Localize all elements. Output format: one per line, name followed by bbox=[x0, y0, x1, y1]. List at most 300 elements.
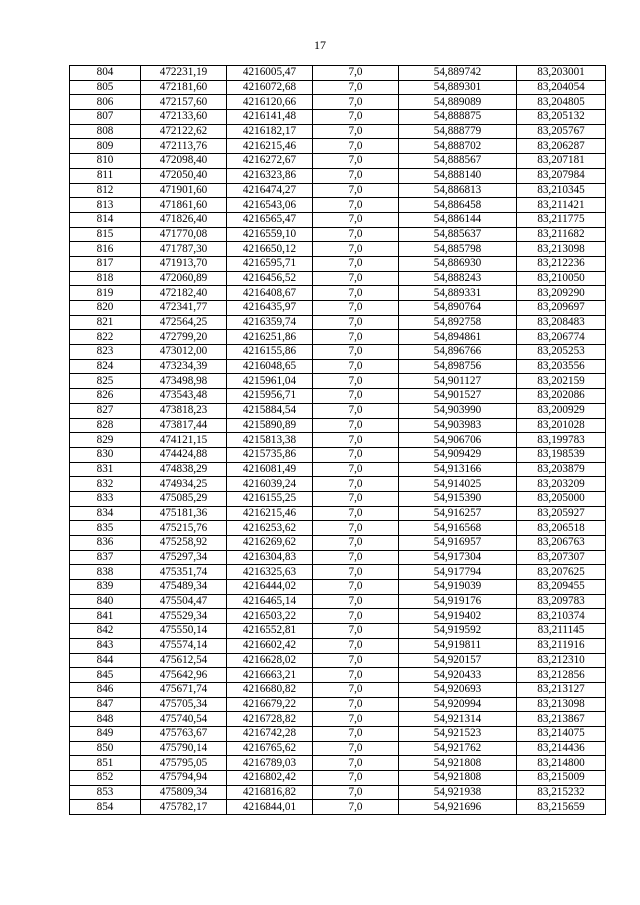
longitude-cell: 83,213098 bbox=[517, 697, 606, 712]
table-row bbox=[70, 330, 606, 345]
value-cell: 7,0 bbox=[313, 785, 399, 800]
point-number-cell: 814 bbox=[70, 212, 141, 227]
table-row bbox=[70, 95, 606, 110]
value-cell: 7,0 bbox=[313, 609, 399, 624]
x-coordinate-cell: 474121,15 bbox=[141, 433, 227, 448]
x-coordinate-cell: 472113,76 bbox=[141, 139, 227, 154]
longitude-cell: 83,212856 bbox=[517, 668, 606, 683]
value-cell: 7,0 bbox=[313, 95, 399, 110]
table-row bbox=[70, 345, 606, 360]
y-coordinate-cell: 4216408,67 bbox=[227, 286, 313, 301]
value-cell: 7,0 bbox=[313, 403, 399, 418]
point-number-cell: 819 bbox=[70, 286, 141, 301]
table-row bbox=[70, 168, 606, 183]
y-coordinate-cell: 4215813,38 bbox=[227, 433, 313, 448]
latitude-cell: 54,914025 bbox=[399, 477, 517, 492]
value-cell: 7,0 bbox=[313, 668, 399, 683]
table-row bbox=[70, 800, 606, 815]
point-number-cell: 841 bbox=[70, 609, 141, 624]
longitude-cell: 83,205132 bbox=[517, 110, 606, 125]
longitude-cell: 83,204054 bbox=[517, 80, 606, 95]
latitude-cell: 54,898756 bbox=[399, 359, 517, 374]
longitude-cell: 83,207307 bbox=[517, 550, 606, 565]
latitude-cell: 54,919811 bbox=[399, 638, 517, 653]
point-number-cell: 829 bbox=[70, 433, 141, 448]
value-cell: 7,0 bbox=[313, 477, 399, 492]
longitude-cell: 83,203879 bbox=[517, 462, 606, 477]
point-number-cell: 825 bbox=[70, 374, 141, 389]
point-number-cell: 836 bbox=[70, 536, 141, 551]
table-row bbox=[70, 301, 606, 316]
table-row bbox=[70, 227, 606, 242]
value-cell: 7,0 bbox=[313, 462, 399, 477]
longitude-cell: 83,203556 bbox=[517, 359, 606, 374]
value-cell: 7,0 bbox=[313, 227, 399, 242]
x-coordinate-cell: 472157,60 bbox=[141, 95, 227, 110]
x-coordinate-cell: 475809,34 bbox=[141, 785, 227, 800]
point-number-cell: 849 bbox=[70, 726, 141, 741]
latitude-cell: 54,920433 bbox=[399, 668, 517, 683]
table-row bbox=[70, 242, 606, 257]
latitude-cell: 54,886144 bbox=[399, 212, 517, 227]
value-cell: 7,0 bbox=[313, 110, 399, 125]
latitude-cell: 54,919402 bbox=[399, 609, 517, 624]
value-cell: 7,0 bbox=[313, 447, 399, 462]
x-coordinate-cell: 475671,74 bbox=[141, 682, 227, 697]
longitude-cell: 83,209455 bbox=[517, 580, 606, 595]
y-coordinate-cell: 4216789,03 bbox=[227, 756, 313, 771]
coordinates-table-body bbox=[70, 66, 606, 815]
longitude-cell: 83,199783 bbox=[517, 433, 606, 448]
point-number-cell: 827 bbox=[70, 403, 141, 418]
y-coordinate-cell: 4216215,46 bbox=[227, 139, 313, 154]
point-number-cell: 844 bbox=[70, 653, 141, 668]
point-number-cell: 809 bbox=[70, 139, 141, 154]
longitude-cell: 83,215232 bbox=[517, 785, 606, 800]
x-coordinate-cell: 475258,92 bbox=[141, 536, 227, 551]
x-coordinate-cell: 472050,40 bbox=[141, 168, 227, 183]
longitude-cell: 83,209697 bbox=[517, 301, 606, 316]
table-row bbox=[70, 638, 606, 653]
value-cell: 7,0 bbox=[313, 66, 399, 81]
longitude-cell: 83,208483 bbox=[517, 315, 606, 330]
longitude-cell: 83,211421 bbox=[517, 198, 606, 213]
value-cell: 7,0 bbox=[313, 359, 399, 374]
latitude-cell: 54,919039 bbox=[399, 580, 517, 595]
longitude-cell: 83,211682 bbox=[517, 227, 606, 242]
longitude-cell: 83,200929 bbox=[517, 403, 606, 418]
x-coordinate-cell: 472133,60 bbox=[141, 110, 227, 125]
y-coordinate-cell: 4216435,97 bbox=[227, 301, 313, 316]
x-coordinate-cell: 471913,70 bbox=[141, 256, 227, 271]
x-coordinate-cell: 472122,62 bbox=[141, 124, 227, 139]
latitude-cell: 54,920693 bbox=[399, 682, 517, 697]
x-coordinate-cell: 475782,17 bbox=[141, 800, 227, 815]
table-row bbox=[70, 447, 606, 462]
latitude-cell: 54,921808 bbox=[399, 756, 517, 771]
latitude-cell: 54,888567 bbox=[399, 154, 517, 169]
y-coordinate-cell: 4216628,02 bbox=[227, 653, 313, 668]
latitude-cell: 54,921696 bbox=[399, 800, 517, 815]
longitude-cell: 83,213867 bbox=[517, 712, 606, 727]
latitude-cell: 54,903983 bbox=[399, 418, 517, 433]
latitude-cell: 54,886458 bbox=[399, 198, 517, 213]
point-number-cell: 838 bbox=[70, 565, 141, 580]
value-cell: 7,0 bbox=[313, 212, 399, 227]
value-cell: 7,0 bbox=[313, 550, 399, 565]
latitude-cell: 54,885798 bbox=[399, 242, 517, 257]
latitude-cell: 54,892758 bbox=[399, 315, 517, 330]
point-number-cell: 820 bbox=[70, 301, 141, 316]
latitude-cell: 54,919592 bbox=[399, 624, 517, 639]
x-coordinate-cell: 475574,14 bbox=[141, 638, 227, 653]
point-number-cell: 847 bbox=[70, 697, 141, 712]
latitude-cell: 54,920157 bbox=[399, 653, 517, 668]
longitude-cell: 83,209290 bbox=[517, 286, 606, 301]
x-coordinate-cell: 472564,25 bbox=[141, 315, 227, 330]
y-coordinate-cell: 4216552,81 bbox=[227, 624, 313, 639]
value-cell: 7,0 bbox=[313, 506, 399, 521]
point-number-cell: 816 bbox=[70, 242, 141, 257]
point-number-cell: 830 bbox=[70, 447, 141, 462]
longitude-cell: 83,207181 bbox=[517, 154, 606, 169]
value-cell: 7,0 bbox=[313, 345, 399, 360]
value-cell: 7,0 bbox=[313, 682, 399, 697]
x-coordinate-cell: 475351,74 bbox=[141, 565, 227, 580]
latitude-cell: 54,921938 bbox=[399, 785, 517, 800]
y-coordinate-cell: 4216272,67 bbox=[227, 154, 313, 169]
y-coordinate-cell: 4216120,66 bbox=[227, 95, 313, 110]
x-coordinate-cell: 475763,67 bbox=[141, 726, 227, 741]
value-cell: 7,0 bbox=[313, 712, 399, 727]
x-coordinate-cell: 475504,47 bbox=[141, 594, 227, 609]
latitude-cell: 54,886813 bbox=[399, 183, 517, 198]
y-coordinate-cell: 4216742,28 bbox=[227, 726, 313, 741]
x-coordinate-cell: 475215,76 bbox=[141, 521, 227, 536]
x-coordinate-cell: 475529,34 bbox=[141, 609, 227, 624]
point-number-cell: 839 bbox=[70, 580, 141, 595]
y-coordinate-cell: 4216816,82 bbox=[227, 785, 313, 800]
value-cell: 7,0 bbox=[313, 697, 399, 712]
value-cell: 7,0 bbox=[313, 491, 399, 506]
table-row bbox=[70, 256, 606, 271]
point-number-cell: 851 bbox=[70, 756, 141, 771]
latitude-cell: 54,896766 bbox=[399, 345, 517, 360]
table-row bbox=[70, 433, 606, 448]
y-coordinate-cell: 4216141,48 bbox=[227, 110, 313, 125]
latitude-cell: 54,886930 bbox=[399, 256, 517, 271]
longitude-cell: 83,204805 bbox=[517, 95, 606, 110]
table-row bbox=[70, 389, 606, 404]
value-cell: 7,0 bbox=[313, 521, 399, 536]
longitude-cell: 83,211775 bbox=[517, 212, 606, 227]
longitude-cell: 83,206518 bbox=[517, 521, 606, 536]
value-cell: 7,0 bbox=[313, 771, 399, 786]
table-row bbox=[70, 80, 606, 95]
value-cell: 7,0 bbox=[313, 800, 399, 815]
point-number-cell: 834 bbox=[70, 506, 141, 521]
y-coordinate-cell: 4216323,86 bbox=[227, 168, 313, 183]
point-number-cell: 813 bbox=[70, 198, 141, 213]
x-coordinate-cell: 472098,40 bbox=[141, 154, 227, 169]
table-row bbox=[70, 315, 606, 330]
x-coordinate-cell: 474838,29 bbox=[141, 462, 227, 477]
latitude-cell: 54,888779 bbox=[399, 124, 517, 139]
table-row bbox=[70, 668, 606, 683]
table-row bbox=[70, 66, 606, 81]
latitude-cell: 54,889301 bbox=[399, 80, 517, 95]
longitude-cell: 83,210374 bbox=[517, 609, 606, 624]
y-coordinate-cell: 4215961,04 bbox=[227, 374, 313, 389]
x-coordinate-cell: 474934,25 bbox=[141, 477, 227, 492]
point-number-cell: 850 bbox=[70, 741, 141, 756]
point-number-cell: 854 bbox=[70, 800, 141, 815]
value-cell: 7,0 bbox=[313, 580, 399, 595]
value-cell: 7,0 bbox=[313, 433, 399, 448]
point-number-cell: 810 bbox=[70, 154, 141, 169]
point-number-cell: 826 bbox=[70, 389, 141, 404]
latitude-cell: 54,885637 bbox=[399, 227, 517, 242]
latitude-cell: 54,888875 bbox=[399, 110, 517, 125]
x-coordinate-cell: 474424,88 bbox=[141, 447, 227, 462]
longitude-cell: 83,201028 bbox=[517, 418, 606, 433]
longitude-cell: 83,212310 bbox=[517, 653, 606, 668]
table-row bbox=[70, 286, 606, 301]
table-row bbox=[70, 374, 606, 389]
table-row bbox=[70, 212, 606, 227]
value-cell: 7,0 bbox=[313, 741, 399, 756]
y-coordinate-cell: 4215735,86 bbox=[227, 447, 313, 462]
point-number-cell: 807 bbox=[70, 110, 141, 125]
y-coordinate-cell: 4216663,21 bbox=[227, 668, 313, 683]
value-cell: 7,0 bbox=[313, 198, 399, 213]
x-coordinate-cell: 475794,94 bbox=[141, 771, 227, 786]
x-coordinate-cell: 473817,44 bbox=[141, 418, 227, 433]
y-coordinate-cell: 4216844,01 bbox=[227, 800, 313, 815]
point-number-cell: 806 bbox=[70, 95, 141, 110]
y-coordinate-cell: 4216304,83 bbox=[227, 550, 313, 565]
latitude-cell: 54,921762 bbox=[399, 741, 517, 756]
latitude-cell: 54,916568 bbox=[399, 521, 517, 536]
y-coordinate-cell: 4215956,71 bbox=[227, 389, 313, 404]
point-number-cell: 821 bbox=[70, 315, 141, 330]
table-row bbox=[70, 491, 606, 506]
point-number-cell: 811 bbox=[70, 168, 141, 183]
y-coordinate-cell: 4216650,12 bbox=[227, 242, 313, 257]
point-number-cell: 828 bbox=[70, 418, 141, 433]
x-coordinate-cell: 475642,96 bbox=[141, 668, 227, 683]
value-cell: 7,0 bbox=[313, 315, 399, 330]
y-coordinate-cell: 4216456,52 bbox=[227, 271, 313, 286]
x-coordinate-cell: 475612,54 bbox=[141, 653, 227, 668]
value-cell: 7,0 bbox=[313, 242, 399, 257]
value-cell: 7,0 bbox=[313, 565, 399, 580]
value-cell: 7,0 bbox=[313, 124, 399, 139]
point-number-cell: 812 bbox=[70, 183, 141, 198]
x-coordinate-cell: 473818,23 bbox=[141, 403, 227, 418]
x-coordinate-cell: 472060,89 bbox=[141, 271, 227, 286]
table-row bbox=[70, 183, 606, 198]
y-coordinate-cell: 4216765,62 bbox=[227, 741, 313, 756]
y-coordinate-cell: 4216182,17 bbox=[227, 124, 313, 139]
y-coordinate-cell: 4216679,22 bbox=[227, 697, 313, 712]
table-row bbox=[70, 506, 606, 521]
point-number-cell: 837 bbox=[70, 550, 141, 565]
value-cell: 7,0 bbox=[313, 726, 399, 741]
value-cell: 7,0 bbox=[313, 286, 399, 301]
x-coordinate-cell: 472182,40 bbox=[141, 286, 227, 301]
x-coordinate-cell: 471826,40 bbox=[141, 212, 227, 227]
point-number-cell: 823 bbox=[70, 345, 141, 360]
value-cell: 7,0 bbox=[313, 594, 399, 609]
point-number-cell: 831 bbox=[70, 462, 141, 477]
latitude-cell: 54,889742 bbox=[399, 66, 517, 81]
longitude-cell: 83,213098 bbox=[517, 242, 606, 257]
x-coordinate-cell: 473498,98 bbox=[141, 374, 227, 389]
latitude-cell: 54,917794 bbox=[399, 565, 517, 580]
longitude-cell: 83,207625 bbox=[517, 565, 606, 580]
table-row bbox=[70, 110, 606, 125]
value-cell: 7,0 bbox=[313, 653, 399, 668]
point-number-cell: 835 bbox=[70, 521, 141, 536]
longitude-cell: 83,210050 bbox=[517, 271, 606, 286]
x-coordinate-cell: 472231,19 bbox=[141, 66, 227, 81]
value-cell: 7,0 bbox=[313, 374, 399, 389]
point-number-cell: 804 bbox=[70, 66, 141, 81]
point-number-cell: 846 bbox=[70, 682, 141, 697]
table-row bbox=[70, 139, 606, 154]
x-coordinate-cell: 475085,29 bbox=[141, 491, 227, 506]
y-coordinate-cell: 4216269,62 bbox=[227, 536, 313, 551]
point-number-cell: 824 bbox=[70, 359, 141, 374]
y-coordinate-cell: 4216005,47 bbox=[227, 66, 313, 81]
longitude-cell: 83,215659 bbox=[517, 800, 606, 815]
y-coordinate-cell: 4216155,86 bbox=[227, 345, 313, 360]
x-coordinate-cell: 475297,34 bbox=[141, 550, 227, 565]
x-coordinate-cell: 475795,05 bbox=[141, 756, 227, 771]
y-coordinate-cell: 4215884,54 bbox=[227, 403, 313, 418]
x-coordinate-cell: 475740,54 bbox=[141, 712, 227, 727]
table-row bbox=[70, 712, 606, 727]
longitude-cell: 83,205927 bbox=[517, 506, 606, 521]
table-row bbox=[70, 271, 606, 286]
longitude-cell: 83,207984 bbox=[517, 168, 606, 183]
x-coordinate-cell: 475550,14 bbox=[141, 624, 227, 639]
point-number-cell: 805 bbox=[70, 80, 141, 95]
latitude-cell: 54,903990 bbox=[399, 403, 517, 418]
y-coordinate-cell: 4216155,25 bbox=[227, 491, 313, 506]
latitude-cell: 54,917304 bbox=[399, 550, 517, 565]
table-row bbox=[70, 580, 606, 595]
y-coordinate-cell: 4216253,62 bbox=[227, 521, 313, 536]
point-number-cell: 853 bbox=[70, 785, 141, 800]
table-row bbox=[70, 536, 606, 551]
longitude-cell: 83,205767 bbox=[517, 124, 606, 139]
value-cell: 7,0 bbox=[313, 536, 399, 551]
longitude-cell: 83,206763 bbox=[517, 536, 606, 551]
y-coordinate-cell: 4216081,49 bbox=[227, 462, 313, 477]
table-row bbox=[70, 154, 606, 169]
x-coordinate-cell: 472799,20 bbox=[141, 330, 227, 345]
value-cell: 7,0 bbox=[313, 389, 399, 404]
longitude-cell: 83,203001 bbox=[517, 66, 606, 81]
point-number-cell: 852 bbox=[70, 771, 141, 786]
latitude-cell: 54,921808 bbox=[399, 771, 517, 786]
longitude-cell: 83,203209 bbox=[517, 477, 606, 492]
longitude-cell: 83,206774 bbox=[517, 330, 606, 345]
latitude-cell: 54,901127 bbox=[399, 374, 517, 389]
x-coordinate-cell: 475489,34 bbox=[141, 580, 227, 595]
value-cell: 7,0 bbox=[313, 256, 399, 271]
latitude-cell: 54,888243 bbox=[399, 271, 517, 286]
point-number-cell: 815 bbox=[70, 227, 141, 242]
latitude-cell: 54,889089 bbox=[399, 95, 517, 110]
latitude-cell: 54,920994 bbox=[399, 697, 517, 712]
table-row bbox=[70, 682, 606, 697]
latitude-cell: 54,889331 bbox=[399, 286, 517, 301]
table-row bbox=[70, 462, 606, 477]
y-coordinate-cell: 4216215,46 bbox=[227, 506, 313, 521]
y-coordinate-cell: 4216802,42 bbox=[227, 771, 313, 786]
longitude-cell: 83,214075 bbox=[517, 726, 606, 741]
longitude-cell: 83,206287 bbox=[517, 139, 606, 154]
point-number-cell: 848 bbox=[70, 712, 141, 727]
longitude-cell: 83,198539 bbox=[517, 447, 606, 462]
latitude-cell: 54,921523 bbox=[399, 726, 517, 741]
table-row bbox=[70, 756, 606, 771]
x-coordinate-cell: 475705,34 bbox=[141, 697, 227, 712]
table-row bbox=[70, 418, 606, 433]
y-coordinate-cell: 4216543,06 bbox=[227, 198, 313, 213]
point-number-cell: 832 bbox=[70, 477, 141, 492]
table-row bbox=[70, 624, 606, 639]
table-row bbox=[70, 771, 606, 786]
table-row bbox=[70, 726, 606, 741]
table-row bbox=[70, 785, 606, 800]
longitude-cell: 83,212236 bbox=[517, 256, 606, 271]
y-coordinate-cell: 4216325,63 bbox=[227, 565, 313, 580]
value-cell: 7,0 bbox=[313, 139, 399, 154]
x-coordinate-cell: 471901,60 bbox=[141, 183, 227, 198]
point-number-cell: 833 bbox=[70, 491, 141, 506]
x-coordinate-cell: 471787,30 bbox=[141, 242, 227, 257]
value-cell: 7,0 bbox=[313, 183, 399, 198]
x-coordinate-cell: 472341,77 bbox=[141, 301, 227, 316]
latitude-cell: 54,916257 bbox=[399, 506, 517, 521]
point-number-cell: 817 bbox=[70, 256, 141, 271]
longitude-cell: 83,215009 bbox=[517, 771, 606, 786]
latitude-cell: 54,915390 bbox=[399, 491, 517, 506]
y-coordinate-cell: 4216465,14 bbox=[227, 594, 313, 609]
point-number-cell: 845 bbox=[70, 668, 141, 683]
longitude-cell: 83,214800 bbox=[517, 756, 606, 771]
latitude-cell: 54,901527 bbox=[399, 389, 517, 404]
table-row bbox=[70, 521, 606, 536]
y-coordinate-cell: 4216565,47 bbox=[227, 212, 313, 227]
value-cell: 7,0 bbox=[313, 154, 399, 169]
value-cell: 7,0 bbox=[313, 756, 399, 771]
table-row bbox=[70, 477, 606, 492]
x-coordinate-cell: 472181,60 bbox=[141, 80, 227, 95]
longitude-cell: 83,202086 bbox=[517, 389, 606, 404]
point-number-cell: 818 bbox=[70, 271, 141, 286]
longitude-cell: 83,205253 bbox=[517, 345, 606, 360]
latitude-cell: 54,894861 bbox=[399, 330, 517, 345]
y-coordinate-cell: 4216595,71 bbox=[227, 256, 313, 271]
value-cell: 7,0 bbox=[313, 418, 399, 433]
y-coordinate-cell: 4216251,86 bbox=[227, 330, 313, 345]
y-coordinate-cell: 4216680,82 bbox=[227, 682, 313, 697]
